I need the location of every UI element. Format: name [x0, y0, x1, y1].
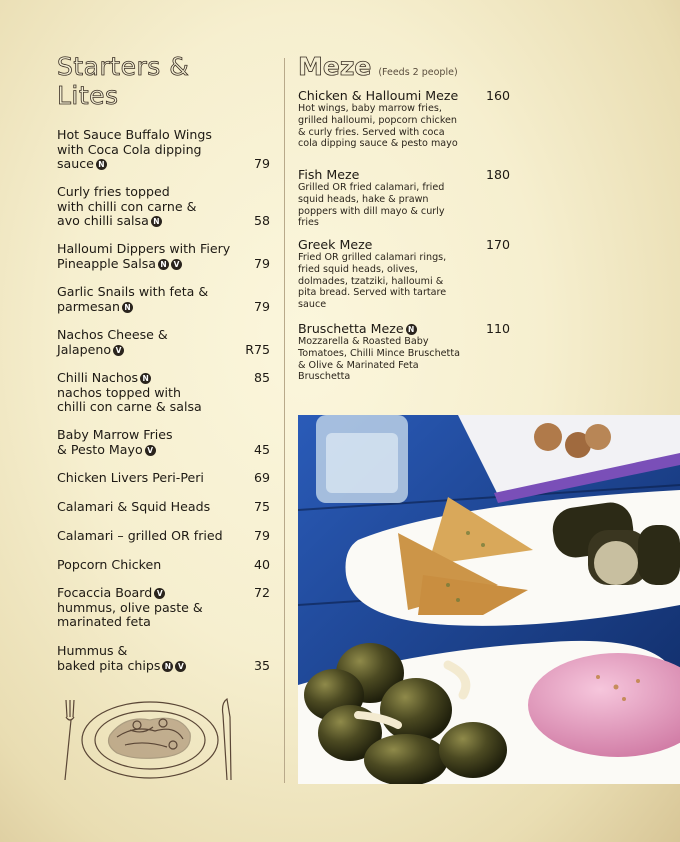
- starter-item-price: 85: [253, 370, 270, 385]
- meze-item-description-line: Hot wings, baby marrow fries,: [298, 103, 442, 114]
- starter-item-name: [57, 558, 270, 573]
- meze-item: [298, 167, 510, 229]
- starter-item-price: R75: [245, 341, 270, 357]
- starter-item-line: [57, 428, 248, 443]
- starter-item-line: [57, 371, 248, 386]
- starter-item-text: Hot Sauce Buffalo Wings: [57, 127, 212, 142]
- starter-item-line: [57, 343, 248, 358]
- starter-item-text: chilli con carne & salsa: [57, 399, 202, 415]
- starter-item-line: [57, 443, 248, 458]
- meze-item-price: 110: [485, 321, 510, 336]
- starter-item-text: baked pita chips: [57, 657, 161, 673]
- meze-food-photo: [298, 415, 680, 784]
- starter-item-line: [57, 185, 248, 200]
- food-photo-svg: [298, 415, 680, 784]
- meze-item-description-line: Grilled OR fried calamari, fried: [298, 182, 445, 193]
- starter-item-name: [57, 285, 270, 314]
- starter-item-name: [57, 128, 270, 172]
- starter-item-line: [57, 214, 248, 229]
- starter-item-line: [57, 529, 248, 544]
- vegetarian-badge-icon: V: [175, 661, 186, 672]
- starter-item-text: with chilli con carne &: [57, 198, 197, 214]
- starters-section: [57, 52, 270, 688]
- starter-item-price: 40: [253, 557, 270, 572]
- meze-item-price: 160: [485, 88, 510, 103]
- meze-item-description-line: dolmades, tzatziki, halloumi &: [298, 275, 444, 287]
- starter-item-name: [57, 529, 270, 544]
- starter-item-name: [57, 471, 270, 486]
- plate-sketch-svg: [55, 695, 245, 785]
- starter-item-price: 72: [253, 585, 270, 600]
- starter-item: [57, 586, 270, 630]
- starter-item-line: [57, 143, 248, 158]
- meze-section: [298, 52, 510, 383]
- starter-item-price: 79: [253, 156, 270, 172]
- starter-item-line: [57, 200, 248, 215]
- starters-list: [57, 128, 270, 688]
- meze-item: [298, 88, 510, 150]
- starter-item-price: 79: [253, 255, 270, 271]
- meze-item-description-line: sauce: [298, 299, 327, 311]
- meze-item-description: [298, 336, 482, 383]
- starter-item: [57, 285, 270, 314]
- meze-item-description-line: fried squid heads, olives,: [298, 263, 418, 275]
- nut-badge-icon: N: [151, 216, 162, 227]
- starter-item-price: 75: [253, 499, 270, 514]
- starter-item-text: & Pesto Mayo: [57, 441, 143, 457]
- starter-item-line: [57, 128, 248, 143]
- starter-item-name: [57, 644, 270, 673]
- starter-item-line: [57, 242, 248, 257]
- starter-item: [57, 558, 270, 573]
- vegetarian-badge-icon: V: [171, 259, 182, 270]
- nut-badge-icon: N: [122, 302, 133, 313]
- starter-item-name: [57, 185, 270, 229]
- starter-item-line: [57, 471, 248, 486]
- starter-item-text: Calamari – grilled OR fried: [57, 528, 223, 543]
- starter-item-name: [57, 242, 270, 271]
- vegetarian-badge-icon: V: [154, 588, 165, 599]
- starter-item-name: [57, 328, 270, 357]
- column-divider: [284, 58, 285, 783]
- starter-item-line: [57, 328, 248, 343]
- meze-item: [298, 237, 510, 311]
- meze-item-description-line: & curly fries. Served with coca: [298, 126, 445, 138]
- meze-item-title-text: Chicken & Halloumi Meze: [298, 88, 459, 103]
- starter-item-text: with Coca Cola dipping: [57, 141, 202, 157]
- starter-item-text: Hummus &: [57, 643, 128, 658]
- starter-item-price: 58: [253, 213, 270, 229]
- meze-item-price: 170: [485, 237, 510, 252]
- meze-item-price: 180: [485, 167, 510, 182]
- meze-item-title-text: Fish Meze: [298, 167, 360, 182]
- meze-item-title-text: Greek Meze: [298, 237, 373, 252]
- starter-item-line: [57, 558, 248, 573]
- starter-item-text: Focaccia Board: [57, 585, 153, 600]
- meze-item-description-line: poppers with dill mayo & curly: [298, 205, 445, 217]
- starter-item-name: [57, 586, 270, 630]
- vegetarian-badge-icon: V: [113, 345, 124, 356]
- meze-item-description-line: Fried OR grilled calamari rings,: [298, 252, 447, 263]
- starter-item-line: [57, 644, 248, 659]
- meze-item-description-line: cola dipping sauce & pesto mayo: [298, 138, 458, 150]
- meze-item-description: [298, 252, 482, 311]
- starter-item-line: [57, 659, 248, 674]
- starter-item-text: hummus, olive paste &: [57, 599, 203, 615]
- starter-item-text: nachos topped with: [57, 384, 181, 400]
- starter-item-text: marinated feta: [57, 614, 151, 630]
- meze-item-title: [298, 88, 510, 103]
- meze-item-title-text: Bruschetta Meze: [298, 321, 404, 336]
- plate-sketch-icon: [55, 695, 245, 789]
- starter-item-line: [57, 400, 248, 415]
- starter-item-price: 79: [253, 528, 270, 543]
- meze-item-description-line: pita bread. Served with tartare: [298, 287, 447, 299]
- starter-item: [57, 371, 270, 415]
- starter-item: [57, 328, 270, 357]
- starter-item-line: [57, 586, 248, 601]
- starter-item: [57, 185, 270, 229]
- starters-heading: Starters & Lites: [57, 52, 190, 110]
- starter-item: [57, 529, 270, 544]
- meze-heading: Meze: [298, 52, 372, 81]
- nut-badge-icon: N: [406, 324, 417, 335]
- starter-item: [57, 471, 270, 486]
- meze-item-title: [298, 167, 510, 182]
- starter-item-text: Calamari & Squid Heads: [57, 499, 211, 514]
- meze-item-title: [298, 237, 510, 252]
- starter-item-line: [57, 615, 248, 630]
- starter-item-name: [57, 500, 270, 515]
- meze-item-description-line: Mozzarella & Roasted Baby: [298, 336, 429, 347]
- starter-item-price: 35: [253, 657, 270, 673]
- starter-item-price: 69: [253, 470, 270, 485]
- meze-feeds-note: (Feeds 2 people): [378, 67, 458, 78]
- starter-item-line: [57, 300, 248, 315]
- starter-item-name: [57, 371, 270, 415]
- starter-item-name: [57, 428, 270, 457]
- meze-item-description: [298, 103, 482, 150]
- starter-item-text: Jalapeno: [57, 341, 112, 357]
- starter-item-text: Curly fries topped: [57, 184, 170, 199]
- starter-item-price: 45: [253, 441, 270, 457]
- starter-item-text: Halloumi Dippers with Fiery: [57, 241, 231, 256]
- starter-item: [57, 500, 270, 515]
- meze-item-description-line: fries: [298, 217, 319, 229]
- meze-item-description-line: squid heads, hake & prawn: [298, 193, 429, 205]
- starter-item-line: [57, 386, 248, 401]
- starter-item-text: sauce: [57, 156, 94, 172]
- starter-item-text: Garlic Snails with feta &: [57, 284, 209, 299]
- starter-item-line: [57, 285, 248, 300]
- nut-badge-icon: N: [96, 159, 107, 170]
- meze-item-description-line: & Olive & Marinated Feta: [298, 359, 419, 371]
- starter-item-line: [57, 157, 248, 172]
- starter-item-text: avo chilli salsa: [57, 213, 149, 229]
- starter-item-text: Baby Marrow Fries: [57, 427, 173, 442]
- meze-heading-row: [298, 52, 510, 81]
- starter-item-text: Popcorn Chicken: [57, 557, 162, 572]
- meze-item-description: [298, 182, 482, 229]
- starter-item-text: Nachos Cheese &: [57, 327, 168, 342]
- starter-item-text: Pineapple Salsa: [57, 255, 156, 271]
- starter-item: [57, 428, 270, 457]
- starter-item-text: Chilli Nachos: [57, 370, 139, 385]
- meze-item: [298, 321, 510, 383]
- nut-badge-icon: N: [158, 259, 169, 270]
- starter-item-text: Chicken Livers Peri-Peri: [57, 470, 204, 485]
- meze-item-description-line: grilled halloumi, popcorn chicken: [298, 114, 458, 126]
- meze-item-description-line: Bruschetta: [298, 371, 351, 383]
- starter-item-line: [57, 257, 248, 272]
- starter-item-line: [57, 601, 248, 616]
- starter-item: [57, 644, 270, 673]
- meze-item-title: [298, 321, 510, 336]
- nut-badge-icon: N: [162, 661, 173, 672]
- starter-item-line: [57, 500, 248, 515]
- meze-item-description-line: Tomatoes, Chilli Mince Bruschetta: [298, 347, 460, 359]
- vegetarian-badge-icon: V: [145, 445, 156, 456]
- starter-item-text: parmesan: [57, 298, 120, 314]
- nut-badge-icon: N: [140, 373, 151, 384]
- starter-item: [57, 128, 270, 172]
- starter-item-price: 79: [253, 298, 270, 314]
- starter-item: [57, 242, 270, 271]
